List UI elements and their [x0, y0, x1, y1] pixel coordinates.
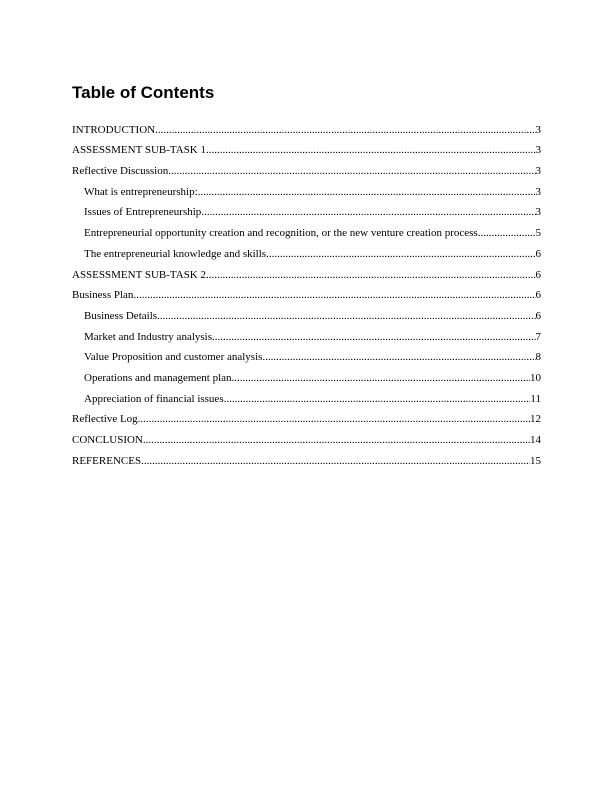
toc-entry[interactable] [72, 199, 541, 220]
toc-dot-leader [133, 289, 535, 302]
toc-entry-page-number: 6 [535, 268, 541, 281]
toc-entry-page-number: 6 [535, 289, 541, 302]
toc-entry[interactable] [72, 116, 541, 137]
toc-dot-leader [266, 248, 535, 261]
toc-entry[interactable] [72, 447, 541, 468]
toc-entry[interactable] [72, 323, 541, 344]
toc-list [72, 116, 541, 468]
toc-entry[interactable] [72, 282, 541, 303]
toc-entry-label: Business Details [84, 309, 158, 322]
toc-entry-label: ASSESSMENT SUB-TASK 2 [72, 268, 207, 281]
toc-entry-page-number: 6 [535, 247, 541, 260]
toc-entry-page-number: 8 [535, 351, 541, 364]
toc-entry-label: Reflective Discussion [72, 165, 169, 178]
toc-entry-page-number: 14 [530, 434, 541, 446]
toc-entry-page-number: 3 [535, 185, 541, 198]
toc-entry-label: INTRODUCTION [72, 123, 156, 136]
toc-dot-leader [478, 227, 536, 240]
toc-dot-leader [206, 269, 535, 282]
toc-dot-leader [262, 351, 535, 364]
toc-entry[interactable] [72, 385, 541, 406]
toc-entry-page-number: 6 [535, 309, 541, 322]
toc-entry[interactable] [72, 344, 541, 365]
toc-entry-label: The entrepreneurial knowledge and skills [84, 247, 267, 260]
toc-dot-leader [198, 186, 536, 199]
toc-entry[interactable] [72, 364, 541, 385]
toc-entry-label: Value Proposition and customer analysis [84, 351, 263, 364]
toc-dot-leader [212, 331, 536, 344]
toc-dot-leader [155, 124, 535, 137]
toc-entry-page-number: 3 [535, 206, 541, 219]
toc-entry-label: Entrepreneurial opportunity creation and recognition, or the new venture creation process [84, 227, 478, 240]
toc-entry[interactable] [72, 137, 541, 158]
toc-entry-label: CONCLUSION [72, 434, 143, 446]
toc-title: Table of Contents [72, 83, 215, 102]
toc-dot-leader [138, 413, 530, 426]
toc-entry-label: Issues of Entrepreneurship [84, 206, 202, 219]
toc-entry-label: ASSESSMENT SUB-TASK 1 [72, 144, 207, 157]
toc-dot-leader [201, 206, 535, 219]
toc-dot-leader [232, 372, 530, 385]
toc-entry-label: Operations and management plan [84, 371, 232, 384]
toc-entry-label: What is entrepreneurship: [84, 185, 198, 198]
toc-entry-label: Market and Industry analysis [84, 330, 212, 343]
toc-entry-page-number: 10 [530, 371, 541, 384]
toc-entry-label: REFERENCES [72, 454, 142, 467]
toc-entry-label: Reflective Log [72, 413, 138, 426]
toc-entry-page-number: 3 [535, 144, 541, 157]
toc-dot-leader [168, 165, 535, 178]
toc-entry-page-number: 3 [535, 123, 541, 136]
toc-dot-leader [206, 144, 535, 157]
toc-entry[interactable] [72, 240, 541, 261]
toc-dot-leader [157, 310, 535, 323]
toc-dot-leader [141, 455, 530, 468]
toc-entry-page-number: 15 [530, 454, 541, 467]
toc-entry-page-number: 7 [535, 330, 541, 343]
toc-entry[interactable] [72, 406, 541, 427]
toc-entry[interactable] [72, 426, 541, 447]
toc-entry[interactable] [72, 219, 541, 240]
toc-dot-leader [224, 393, 531, 406]
toc-entry-label: Appreciation of financial issues [84, 392, 224, 405]
toc-entry-page-number: 3 [535, 165, 541, 178]
toc-entry[interactable] [72, 261, 541, 282]
toc-entry-page-number: 5 [535, 227, 541, 240]
toc-entry[interactable] [72, 178, 541, 199]
toc-entry-page-number: 11 [530, 392, 541, 405]
toc-entry[interactable] [72, 157, 541, 178]
toc-entry-label: Business Plan [72, 289, 134, 302]
toc-entry[interactable] [72, 302, 541, 323]
toc-dot-leader [143, 434, 530, 447]
toc-entry-page-number: 12 [530, 413, 541, 426]
